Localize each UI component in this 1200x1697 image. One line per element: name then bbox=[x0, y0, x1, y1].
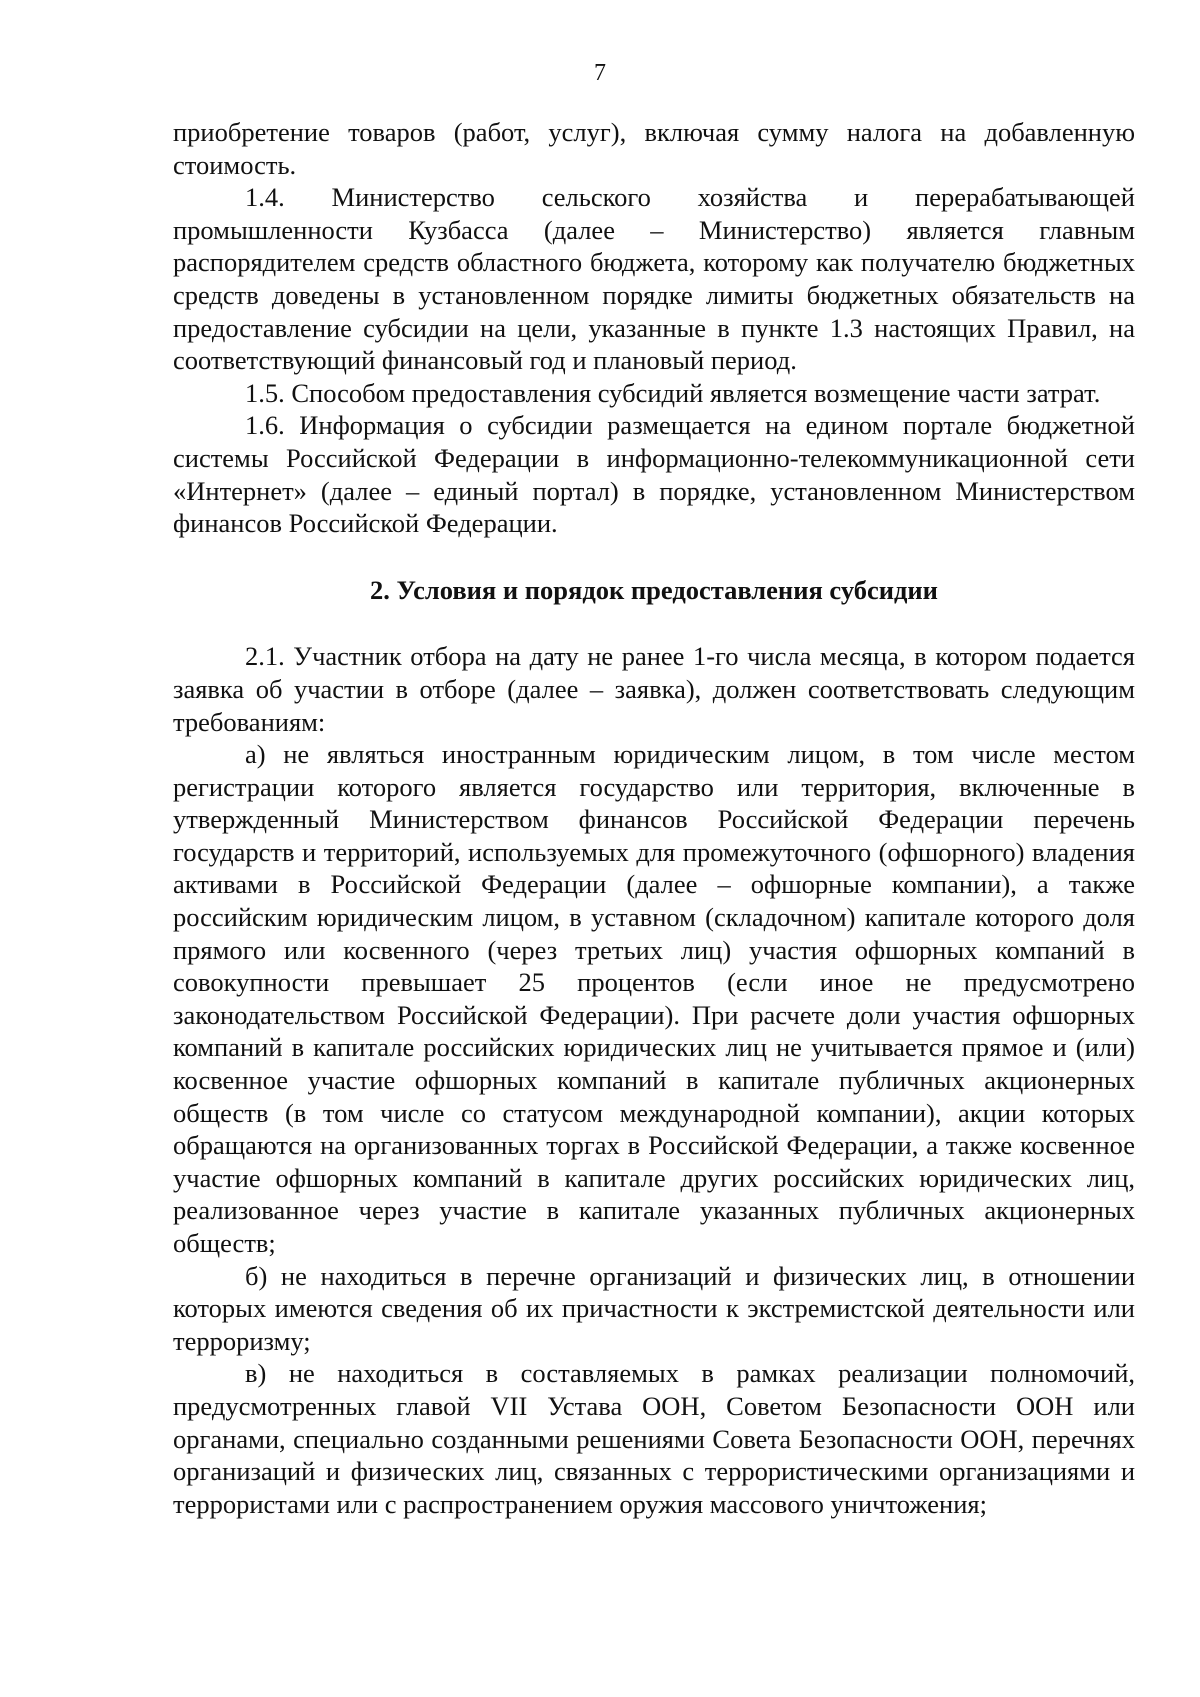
page-number: 7 bbox=[594, 60, 606, 86]
paragraph-2-1: 2.1. Участник отбора на дату не ранее 1-го числа месяца, в котором подается заявка об участии в отборе (далее – заявка), должен соответствовать следующим требованиям: bbox=[173, 641, 1135, 737]
section-heading: 2. Условия и порядок предоставления субсидии bbox=[370, 574, 938, 605]
paragraph-continuation: приобретение товаров (работ, услуг), включая сумму налога на добавленную стоимость. bbox=[173, 117, 1135, 180]
paragraph-2-1-b: б) не находиться в перечне организаций и физических лиц, в отношении которых имеются сведения об их причастности к экстремистской деятельности или терроризму; bbox=[173, 1260, 1135, 1356]
paragraph-2-1-v: в) не находиться в составляемых в рамках реализации полномочий, предусмотренных главой VII Устава ООН, Советом Безопасности ООН или органами, специально созданными решениями Совета Безопасности ООН, перечнях организаций и физических лиц, связанных с террористическими организациями и террористами или с распространением оружия массового уничтожения; bbox=[173, 1358, 1135, 1519]
paragraph-1-4: 1.4. Министерство сельского хозяйства и перерабатывающей промышленности Кузбасса (далее – Министерство) является главным распорядителем средств областного бюджета, которому как получателю бюджетных средств доведены в установленном порядке лимиты бюджетных обязательств на предоставление субсидии на цели, указанные в пункте 1.3 настоящих Правил, на соответствующий финансовый год и плановый период. bbox=[173, 182, 1135, 376]
document-body bbox=[173, 116, 1135, 1520]
paragraph-1-5: 1.5. Способом предоставления субсидий является возмещение части затрат. bbox=[245, 377, 1101, 408]
paragraph-1-6: 1.6. Информация о субсидии размещается на едином портале бюджетной системы Российской Федерации в информационно-телекоммуникационной сети «Интернет» (далее – единый портал) в порядке, установленном Министерством финансов Российской Федерации. bbox=[173, 410, 1135, 539]
paragraph-2-1-a: а) не являться иностранным юридическим лицом, в том числе местом регистрации которого является государство или территория, включенные в утвержденный Министерством финансов Российской Федерации перечень государств и территорий, используемых для промежуточного (офшорного) владения активами в Российской Федерации (далее – офшорные компании), а также российским юридическим лицом, в уставном (складочном) капитале которого доля прямого или косвенного (через третьих лиц) участия офшорных компаний в совокупности превышает 25 процентов (если иное не предусмотрено законодательством Российской Федерации). При расчете доли участия офшорных компаний в капитале российских юридических лиц не учитывается прямое и (или) косвенное участие офшорных компаний в капитале публичных акционерных обществ (в том числе со статусом международной компании), акции которых обращаются на организованных торгах в Российской Федерации, а также косвенное участие офшорных компаний в капитале других российских юридических лиц, реализованное через участие в капитале указанных публичных акционерных обществ; bbox=[173, 739, 1135, 1258]
